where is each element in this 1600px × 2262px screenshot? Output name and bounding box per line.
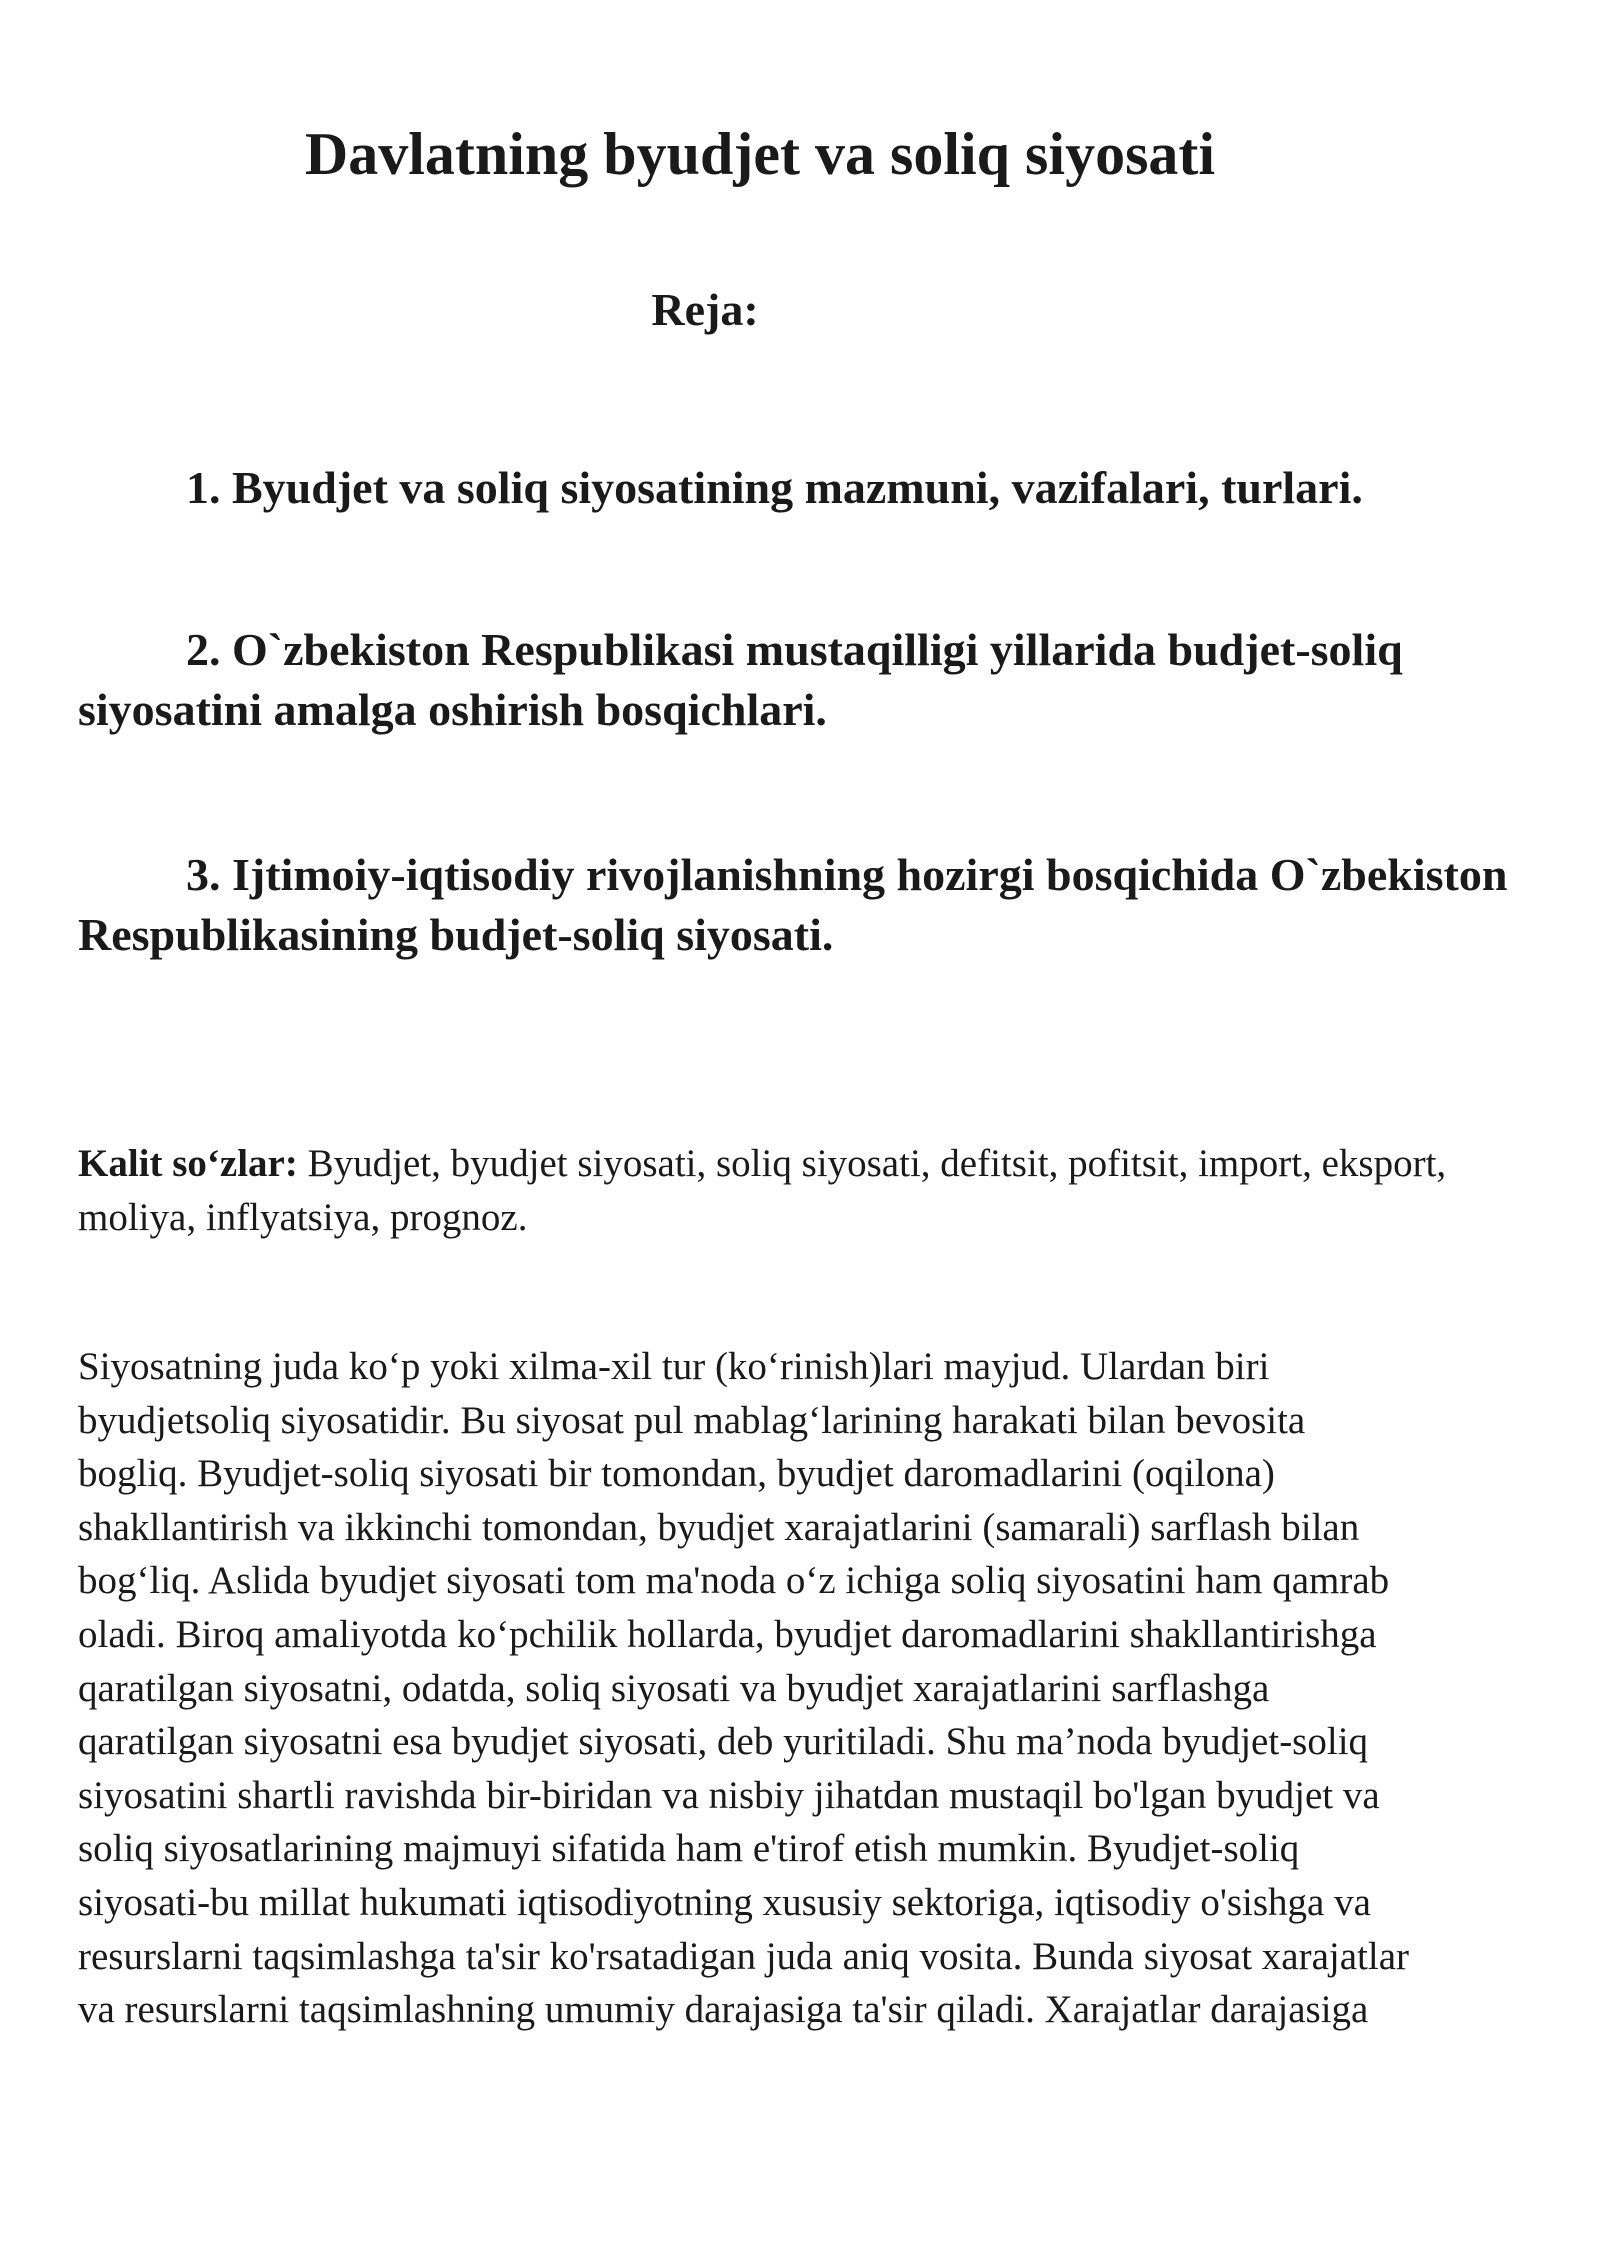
body-line: qaratilgan siyosatni, odatda, soliq siyosati va byudjet xarajatlarini sarflashga [78, 1666, 1270, 1710]
plan-item-2: 2. O`zbekiston Respublikasi mustaqilligi yillarida budjet-soliq siyosatini amalga oshirish bosqichlari. [78, 624, 1403, 735]
body-line: Siyosatning juda ko‘p yoki xilma-xil tur (ko‘rinish)lari mayjud. Ulardan biri [78, 1345, 1270, 1388]
body-line: va resurslarni taqsimlashning umumiy darajasiga ta'sir qiladi. Xarajatlar darajasiga [78, 1988, 1369, 2032]
plan-heading: Reja: [651, 284, 759, 335]
body-line: soliq siyosatlarining majmuyi sifatida ham e'tirof etish mumkin. Byudjet-soliq [78, 1827, 1300, 1871]
body-line: byudjetsoliq siyosatidir. Bu siyosat pul mablag‘larining harakati bilan bevosita [78, 1398, 1306, 1442]
document-title: Davlatning byudjet va soliq siyosati [304, 121, 1216, 187]
body-line: qaratilgan siyosatni esa byudjet siyosati, deb yuritiladi. Shu ma’noda byudjet-soliq [78, 1720, 1369, 1764]
body-line: oladi. Biroq amaliyotda ko‘pchilik hollarda, byudjet daromadlarini shakllantirishga [78, 1612, 1377, 1656]
keywords-text: Byudjet, byudjet siyosati, soliq siyosati, defitsit, pofitsit, import, eksport, moliya, inflyatsiya, prognoz. [78, 1142, 1447, 1239]
body-line: siyosati-bu millat hukumati iqtisodiyotning xususiy sektoriga, iqtisodiy o'sishga va [78, 1880, 1371, 1924]
body-paragraph [78, 1340, 1548, 2037]
plan-item-1: 1. Byudjet va soliq siyosatining mazmuni, vazifalari, turlari. [186, 462, 1363, 513]
body-line: shakllantirish va ikkinchi tomondan, byudjet xarajatlarini (samarali) sarflash bilan [78, 1505, 1360, 1549]
keywords-label: Kalit so‘zlar: [78, 1142, 298, 1185]
body-line: resurslarni taqsimlashga ta'sir ko'rsatadigan juda aniq vosita. Bunda siyosat xarajatlar [78, 1934, 1410, 1978]
body-line: siyosatini shartli ravishda bir-biridan va nisbiy jihatdan mustaqil bo'lgan byudjet va [78, 1773, 1380, 1817]
body-line: bogliq. Byudjet-soliq siyosati bir tomondan, byudjet daromadlarini (oqilona) [78, 1452, 1275, 1496]
body-line: bog‘liq. Aslida byudjet siyosati tom ma'noda o‘z ichiga soliq siyosatini ham qamrab [78, 1559, 1390, 1603]
keywords-paragraph [78, 1137, 1538, 1245]
plan-item-3: 3. Ijtimoiy-iqtisodiy rivojlanishning hozirgi bosqichida O`zbekiston Respublikasining budjet-soliq siyosati. [78, 849, 1508, 960]
